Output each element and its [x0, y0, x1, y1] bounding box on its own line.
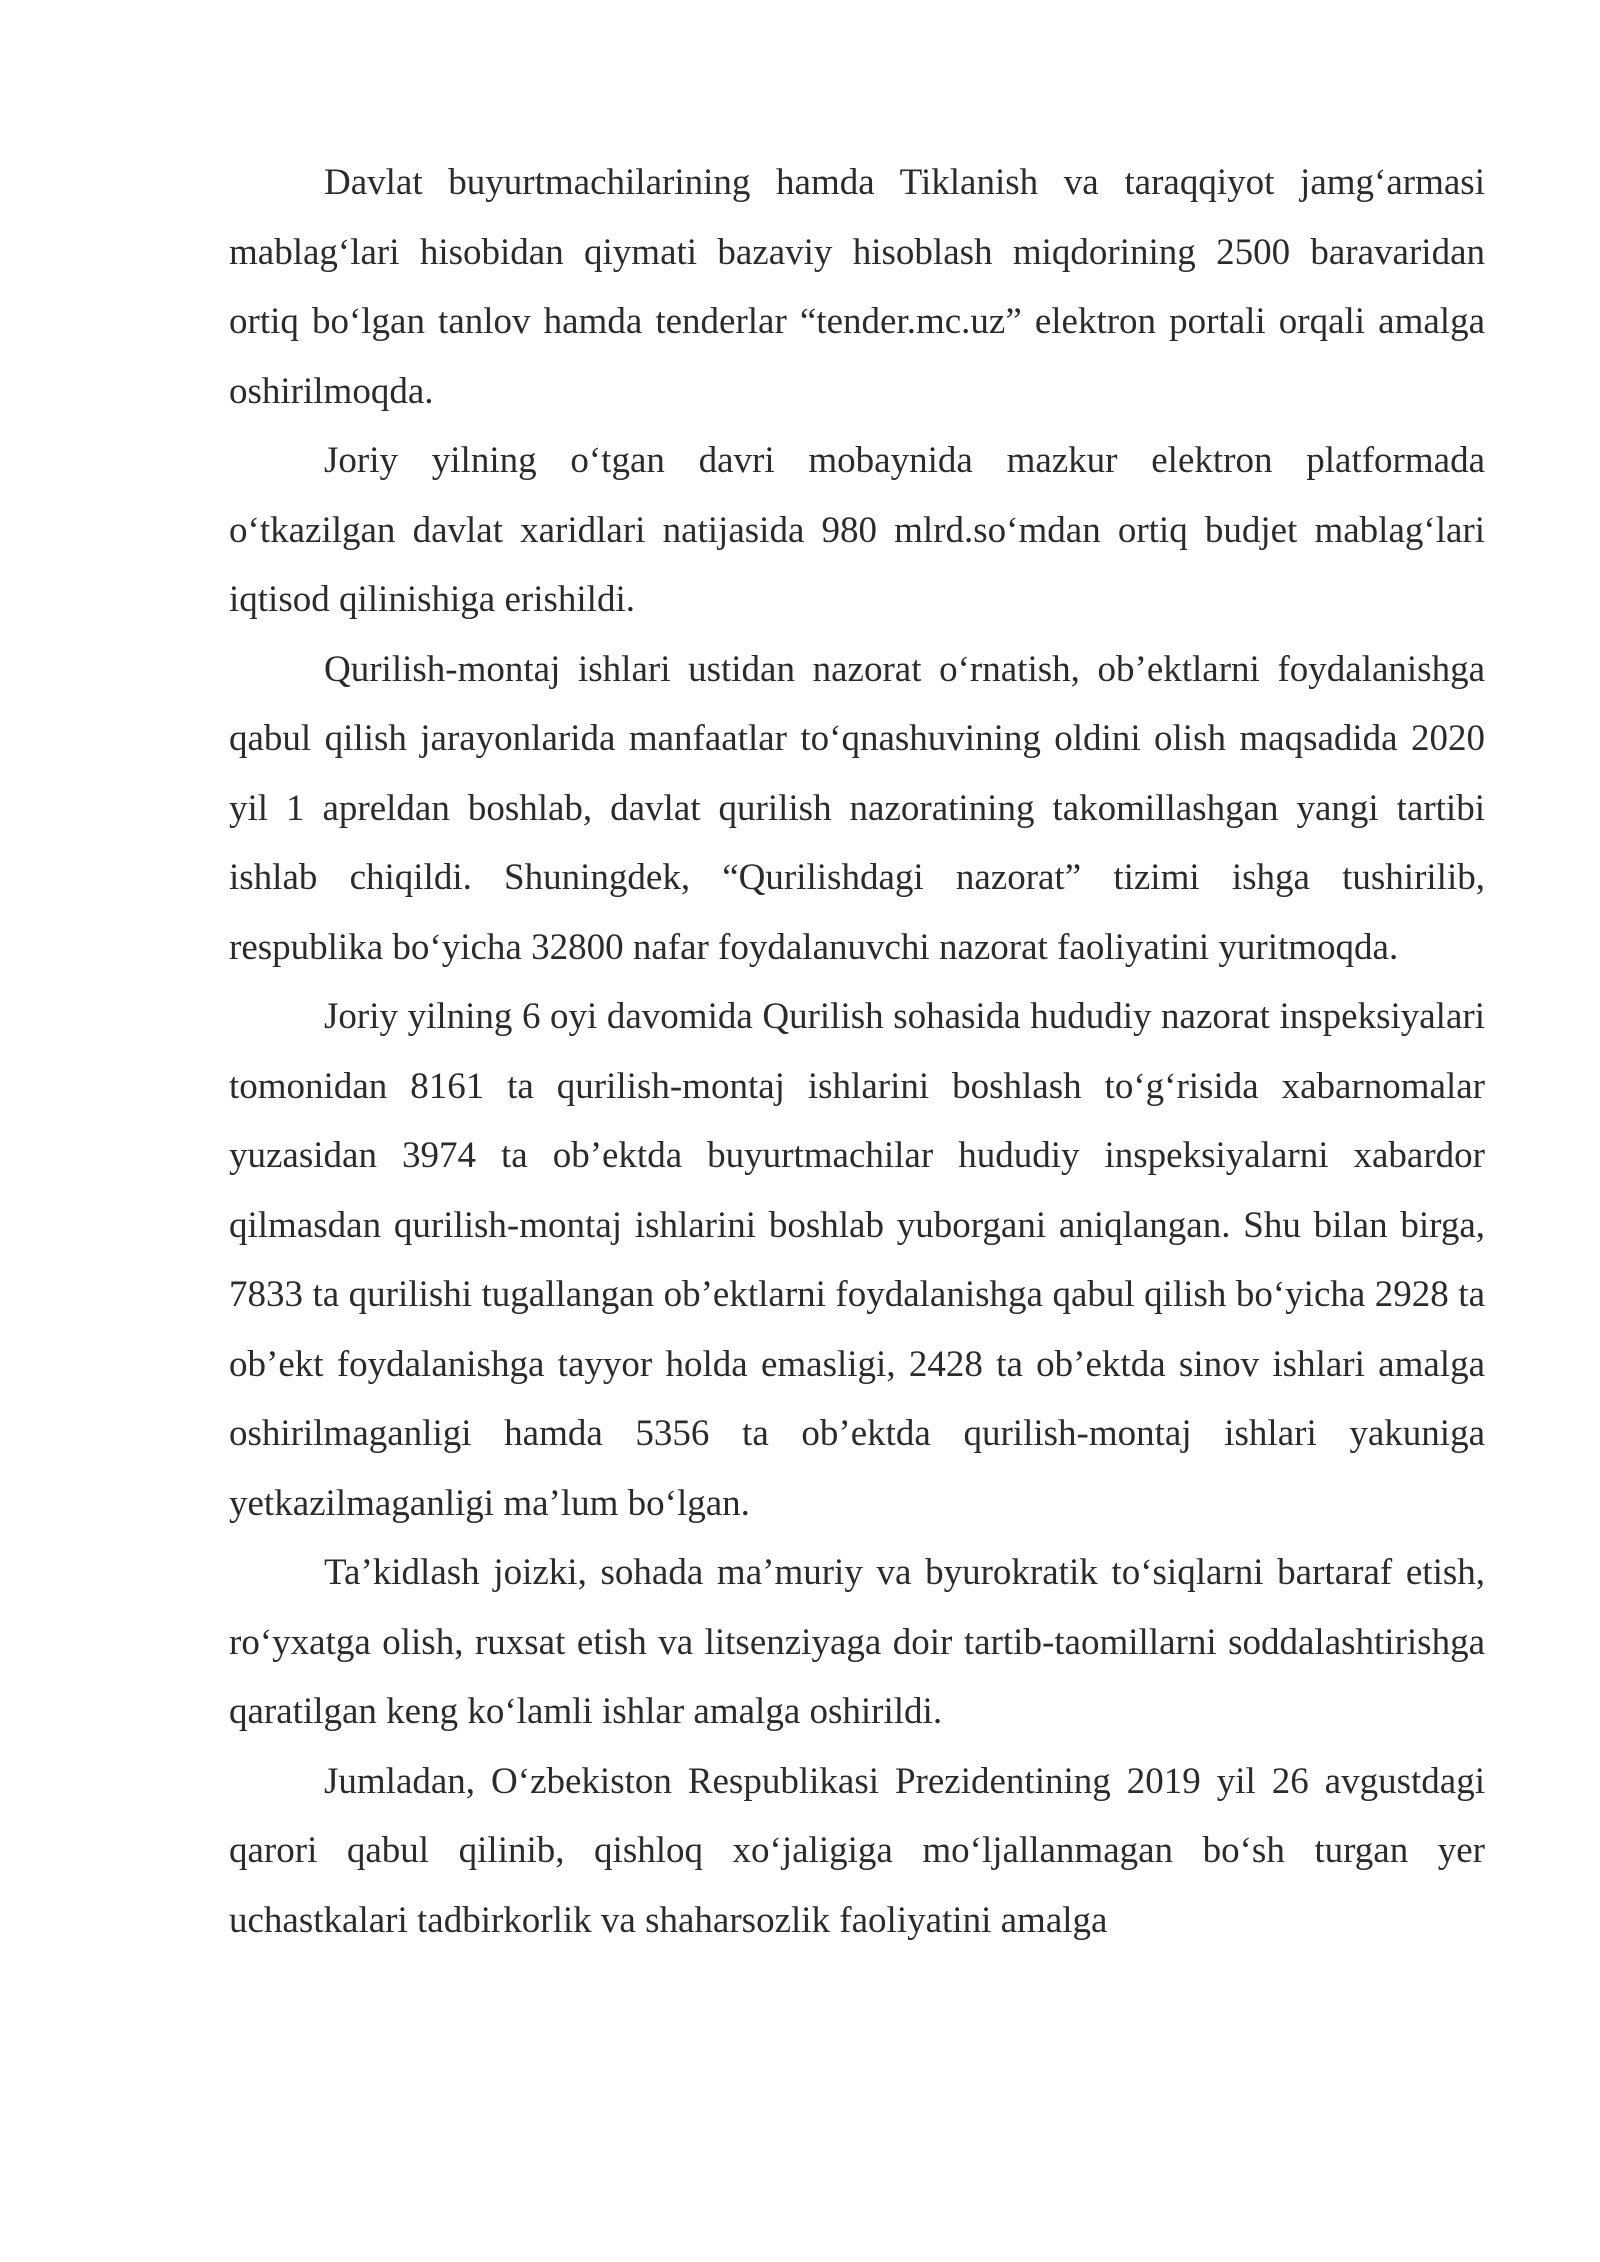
paragraph-construction-control: Qurilish-montaj ishlari ustidan nazorat o‘rnatish, ob’ektlarni foydalanishga qabul qilish jarayonlarida manfaatlar to‘qnashuvining oldini olish maqsadida 2020 yil 1 apreldan boshlab, davlat qurilish nazoratining takomillashgan yangi tartibi ishlab chiqildi. Shuningdek, “Qurilishdagi nazorat” tizimi ishga tushirilib, respublika bo‘yicha 32800 nafar foydalanuvchi nazorat faoliyatini yuritmoqda. — [229, 648, 1485, 968]
document-body — [229, 148, 1485, 1955]
paragraph-presidential-decree: Jumladan, O‘zbekiston Respublikasi Prezidentining 2019 yil 26 avgustdagi qarori qabul qilinib, qishloq xo‘jaligiga mo‘ljallanmagan bo‘sh turgan yer uchastkalari tadbirkorlik va shaharsozlik faoliyatini amalga — [229, 1760, 1485, 1941]
paragraph-inspection-results: Joriy yilning 6 oyi davomida Qurilish sohasida hududiy nazorat inspeksiyalari tomonidan 8161 ta qurilish-montaj ishlarini boshlash to‘g‘risida xabarnomalar yuzasidan 3974 ta ob’ektda buyurtmachilar hududiy inspeksiyalarni xabardor qilmasdan qurilish-montaj ishlarini boshlab yuborgani aniqlangan. Shu bilan birga, 7833 ta qurilishi tugallangan ob’ektlarni foydalanishga qabul qilish bo‘yicha 2928 ta ob’ekt foydalanishga tayyor holda emasligi, 2428 ta ob’ektda sinov ishlari amalga oshirilmaganligi hamda 5356 ta ob’ektda qurilish-montaj ishlari yakuniga yetkazilmaganligi ma’lum bo‘lgan. — [229, 996, 1485, 1524]
paragraph-budget-savings: Joriy yilning o‘tgan davri mobaynida mazkur elektron platformada o‘tkazilgan davlat xaridlari natijasida 980 mlrd.so‘mdan ortiq budjet mablag‘lari iqtisod qilinishiga erishildi. — [229, 440, 1485, 620]
paragraph-tender-portal: Davlat buyurtmachilarining hamda Tiklanish va taraqqiyot jamg‘armasi mablag‘lari hisobidan qiymati bazaviy hisoblash miqdorining 2500 baravaridan ortiq bo‘lgan tanlov hamda tenderlar “tender.mc.uz” elektron portali orqali amalga oshirilmoqda. — [229, 162, 1485, 412]
paragraph-administrative-reforms: Ta’kidlash joizki, sohada ma’muriy va byurokratik to‘siqlarni bartaraf etish, ro‘yxatga olish, ruxsat etish va litsenziyaga doir tartib-taomillarni soddalashtirishga qaratilgan keng ko‘lamli ishlar amalga oshirildi. — [229, 1552, 1485, 1732]
